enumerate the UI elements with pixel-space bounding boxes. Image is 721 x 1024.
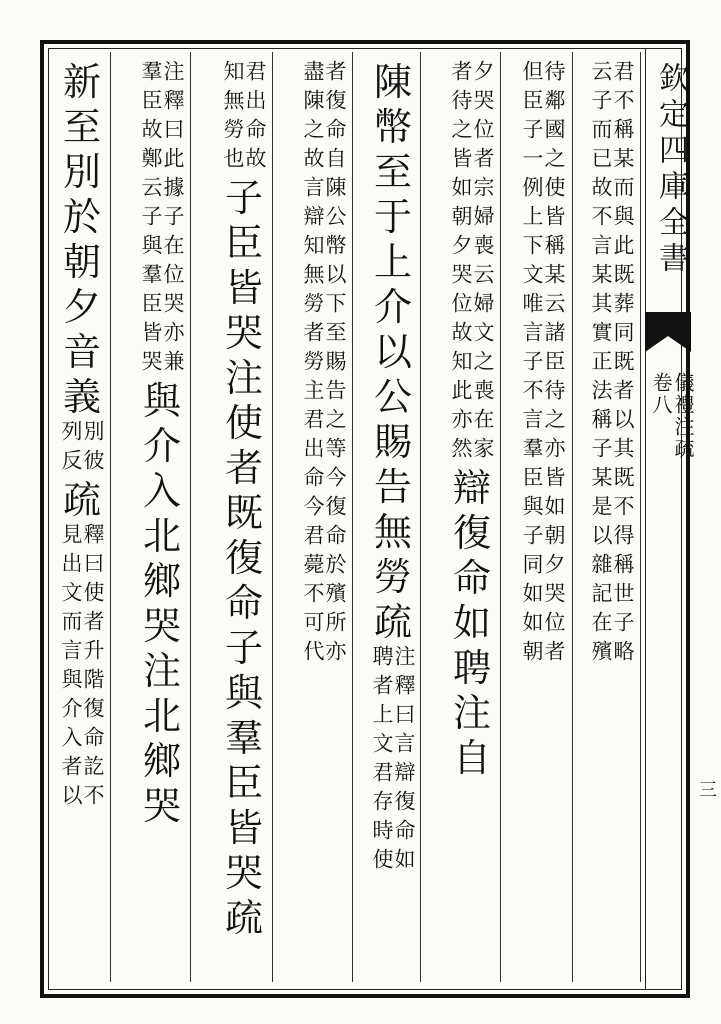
commentary-line: 聘者上文君存時使 bbox=[370, 645, 394, 877]
commentary-block bbox=[222, 60, 266, 176]
commentary-block bbox=[371, 645, 415, 877]
main-text-char: 疏 bbox=[224, 896, 263, 940]
main-text-char: 新 bbox=[62, 60, 101, 104]
commentary-block bbox=[60, 523, 104, 813]
main-text-char: 既 bbox=[224, 491, 263, 535]
main-text-char: 哭 bbox=[142, 784, 181, 828]
main-text-char: 子 bbox=[224, 176, 263, 220]
column-rule bbox=[190, 52, 191, 982]
main-text-char: 公 bbox=[373, 375, 412, 419]
commentary-line: 注釋曰言辯復命如 bbox=[392, 645, 416, 877]
main-text-char: 自 bbox=[452, 736, 491, 780]
main-text-char: 入 bbox=[142, 469, 181, 513]
main-text-char: 哭 bbox=[224, 851, 263, 895]
main-text-char: 介 bbox=[373, 285, 412, 329]
commentary-block bbox=[450, 60, 494, 466]
main-text-char: 聘 bbox=[452, 646, 491, 690]
main-text-char: 夕 bbox=[62, 285, 101, 329]
commentary-line: 夕哭位者宗婦喪云婦文之喪在家 bbox=[471, 60, 495, 466]
main-text-char: 注 bbox=[224, 356, 263, 400]
main-text-char: 別 bbox=[62, 150, 101, 194]
main-text-char: 告 bbox=[373, 465, 412, 509]
main-text-char: 哭 bbox=[224, 311, 263, 355]
main-text-char: 命 bbox=[452, 556, 491, 600]
text-column bbox=[521, 60, 565, 669]
main-text-char: 至 bbox=[373, 150, 412, 194]
commentary-line: 待鄰國之使皆稱某云諸臣待之亦皆如朝夕哭位者 bbox=[542, 60, 566, 669]
book-title: 欽定四庫全書 bbox=[653, 62, 688, 278]
main-text-char: 北 bbox=[142, 694, 181, 738]
main-text-char: 以 bbox=[373, 330, 412, 374]
main-text-char: 復 bbox=[224, 536, 263, 580]
volume-title: 儀禮注疏 bbox=[671, 372, 695, 460]
main-text-char: 注 bbox=[142, 649, 181, 693]
main-text-char: 如 bbox=[452, 601, 491, 645]
column-rule bbox=[640, 52, 641, 982]
main-text-char: 幣 bbox=[373, 105, 412, 149]
commentary-line: 者待之皆如朝夕哭位故知此亦然 bbox=[449, 60, 473, 466]
text-column bbox=[450, 60, 494, 781]
commentary-line: 列反 bbox=[59, 420, 83, 478]
main-text-char: 于 bbox=[373, 195, 412, 239]
text-column bbox=[60, 60, 104, 813]
main-text-char: 賜 bbox=[373, 420, 412, 464]
main-text-char: 疏 bbox=[62, 478, 101, 522]
main-text-char: 義 bbox=[62, 375, 101, 419]
commentary-block bbox=[590, 60, 634, 669]
commentary-line: 釋曰使者升階復命訖不 bbox=[81, 523, 105, 813]
text-column bbox=[371, 60, 415, 877]
main-text-char: 羣 bbox=[224, 716, 263, 760]
text-column bbox=[302, 60, 346, 669]
commentary-line: 云子而已故不言某其實正法稱子某是以雜記在殯 bbox=[589, 60, 613, 669]
main-text-char: 命 bbox=[224, 581, 263, 625]
column-rule bbox=[272, 52, 273, 982]
volume-number: 卷八 bbox=[649, 372, 673, 416]
main-text-char: 哭 bbox=[142, 604, 181, 648]
main-text-char: 陳 bbox=[373, 60, 412, 104]
page-marker: 三 bbox=[696, 780, 717, 798]
commentary-line: 但臣子一例上下文唯言子不言羣臣與子同如如朝 bbox=[520, 60, 544, 669]
commentary-line: 者復命自陳公幣以下至賜告之等今復命於殯所亦 bbox=[323, 60, 347, 669]
main-text-char: 注 bbox=[452, 691, 491, 735]
commentary-line: 知無勞也 bbox=[221, 60, 245, 176]
main-text-char: 上 bbox=[373, 240, 412, 284]
commentary-line: 別彼 bbox=[81, 420, 105, 478]
main-text-char: 疏 bbox=[373, 600, 412, 644]
commentary-block bbox=[521, 60, 565, 669]
main-text-char: 復 bbox=[452, 511, 491, 555]
main-text-char: 使 bbox=[224, 401, 263, 445]
main-text-char: 者 bbox=[224, 446, 263, 490]
column-rule bbox=[500, 52, 501, 982]
main-text-char: 勞 bbox=[373, 555, 412, 599]
main-text-char: 無 bbox=[373, 510, 412, 554]
main-text-char: 與 bbox=[142, 379, 181, 423]
main-text-char: 皆 bbox=[224, 806, 263, 850]
main-text-char: 鄉 bbox=[142, 559, 181, 603]
main-text-char: 臣 bbox=[224, 761, 263, 805]
column-rule bbox=[572, 52, 573, 982]
commentary-line: 君不稱某而與此既葬同既者以其既不得稱世子略 bbox=[611, 60, 635, 669]
main-text-char: 介 bbox=[142, 424, 181, 468]
main-text-char: 臣 bbox=[224, 221, 263, 265]
commentary-line: 見出文而言與介入者以 bbox=[59, 523, 83, 813]
commentary-line: 注釋曰此據子在位哭亦兼 bbox=[161, 60, 185, 379]
commentary-block bbox=[302, 60, 346, 669]
commentary-line: 羣臣故鄭云子與羣臣皆哭 bbox=[139, 60, 163, 379]
commentary-block bbox=[60, 420, 104, 478]
text-column bbox=[140, 60, 184, 829]
commentary-line: 君出命故 bbox=[243, 60, 267, 176]
main-text-char: 朝 bbox=[62, 240, 101, 284]
main-text-char: 鄉 bbox=[142, 739, 181, 783]
column-rule bbox=[110, 52, 111, 982]
main-text-char: 於 bbox=[62, 195, 101, 239]
main-text-char: 皆 bbox=[224, 266, 263, 310]
column-rule bbox=[420, 52, 421, 982]
main-text-char: 北 bbox=[142, 514, 181, 558]
main-text-char: 與 bbox=[224, 671, 263, 715]
text-column bbox=[222, 60, 266, 941]
column-rule bbox=[352, 52, 353, 982]
main-text-char: 辯 bbox=[452, 466, 491, 510]
main-text-char: 至 bbox=[62, 105, 101, 149]
main-text-char: 子 bbox=[224, 626, 263, 670]
main-text-char: 音 bbox=[62, 330, 101, 374]
text-column bbox=[590, 60, 634, 669]
volume-label bbox=[650, 372, 694, 460]
commentary-line: 盡陳之故言辯知無勞者勞主君出命今君薨不可代 bbox=[301, 60, 325, 669]
commentary-block bbox=[140, 60, 184, 379]
